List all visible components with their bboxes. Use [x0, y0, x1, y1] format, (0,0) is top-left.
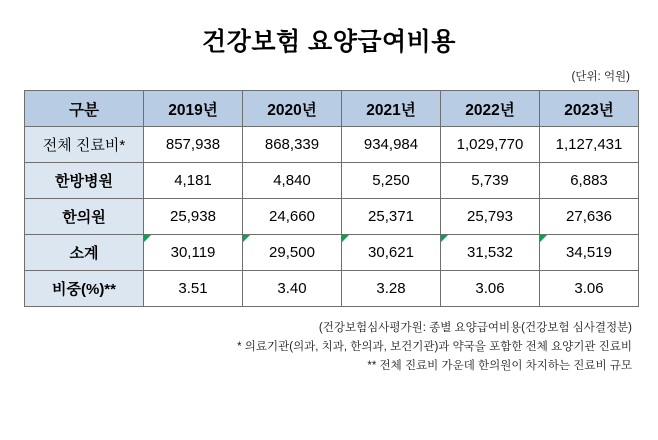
table-row [25, 127, 639, 163]
row-label-total-medical-cost: 전체 진료비* [25, 127, 144, 163]
row-label-korean-medicine-clinic: 한의원 [25, 199, 144, 235]
page-title: 건강보험 요양급여비용 [202, 28, 456, 56]
cell-subtotal-2023: 34,519 [540, 235, 639, 271]
cell-share-2023: 3.06 [540, 271, 639, 307]
unit-note: (단위: 억원) [571, 71, 630, 83]
cell-hospital-2021: 5,250 [342, 163, 441, 199]
cell-subtotal-2022: 31,532 [441, 235, 540, 271]
cell-clinic-2019: 25,938 [144, 199, 243, 235]
column-header-2020: 2020년 [243, 91, 342, 127]
cell-hospital-2020: 4,840 [243, 163, 342, 199]
cell-clinic-2022: 25,793 [441, 199, 540, 235]
column-header-2023: 2023년 [540, 91, 639, 127]
cell-total-2020: 868,339 [243, 127, 342, 163]
cell-hospital-2022: 5,739 [441, 163, 540, 199]
row-label-korean-medicine-hospital: 한방병원 [25, 163, 144, 199]
table-header-row [25, 91, 639, 127]
cell-share-2019: 3.51 [144, 271, 243, 307]
cell-clinic-2020: 24,660 [243, 199, 342, 235]
cell-subtotal-2019: 30,119 [144, 235, 243, 271]
cell-clinic-2021: 25,371 [342, 199, 441, 235]
footnote-single-asterisk: * 의료기관(의과, 치과, 한의과, 보건기관)과 약국을 포함한 전체 요양기관 진료비 [237, 340, 632, 353]
cell-total-2023: 1,127,431 [540, 127, 639, 163]
row-label-share-percent: 비중(%)** [25, 271, 144, 307]
cell-subtotal-2021: 30,621 [342, 235, 441, 271]
table-row [25, 163, 639, 199]
table-header [25, 91, 639, 127]
table-row [25, 271, 639, 307]
cell-subtotal-2020: 29,500 [243, 235, 342, 271]
health-insurance-table [24, 90, 639, 307]
cell-share-2021: 3.28 [342, 271, 441, 307]
cell-total-2022: 1,029,770 [441, 127, 540, 163]
footnote-double-asterisk: ** 전체 진료비 가운데 한의원이 차지하는 진료비 규모 [367, 359, 632, 372]
cell-clinic-2023: 27,636 [540, 199, 639, 235]
table-body [25, 127, 639, 307]
cell-hospital-2019: 4,181 [144, 163, 243, 199]
table-container [0, 90, 658, 307]
column-header-2019: 2019년 [144, 91, 243, 127]
footnotes [0, 319, 658, 376]
table-row [25, 199, 639, 235]
cell-share-2022: 3.06 [441, 271, 540, 307]
cell-total-2021: 934,984 [342, 127, 441, 163]
cell-hospital-2023: 6,883 [540, 163, 639, 199]
table-row [25, 235, 639, 271]
cell-share-2020: 3.40 [243, 271, 342, 307]
document-page [0, 22, 658, 440]
cell-total-2019: 857,938 [144, 127, 243, 163]
column-header-2021: 2021년 [342, 91, 441, 127]
column-header-category: 구분 [25, 91, 144, 127]
column-header-2022: 2022년 [441, 91, 540, 127]
footnote-source: (건강보험심사평가원: 종별 요양급여비용(건강보험 심사결정분) [318, 322, 632, 334]
row-label-subtotal: 소계 [25, 235, 144, 271]
